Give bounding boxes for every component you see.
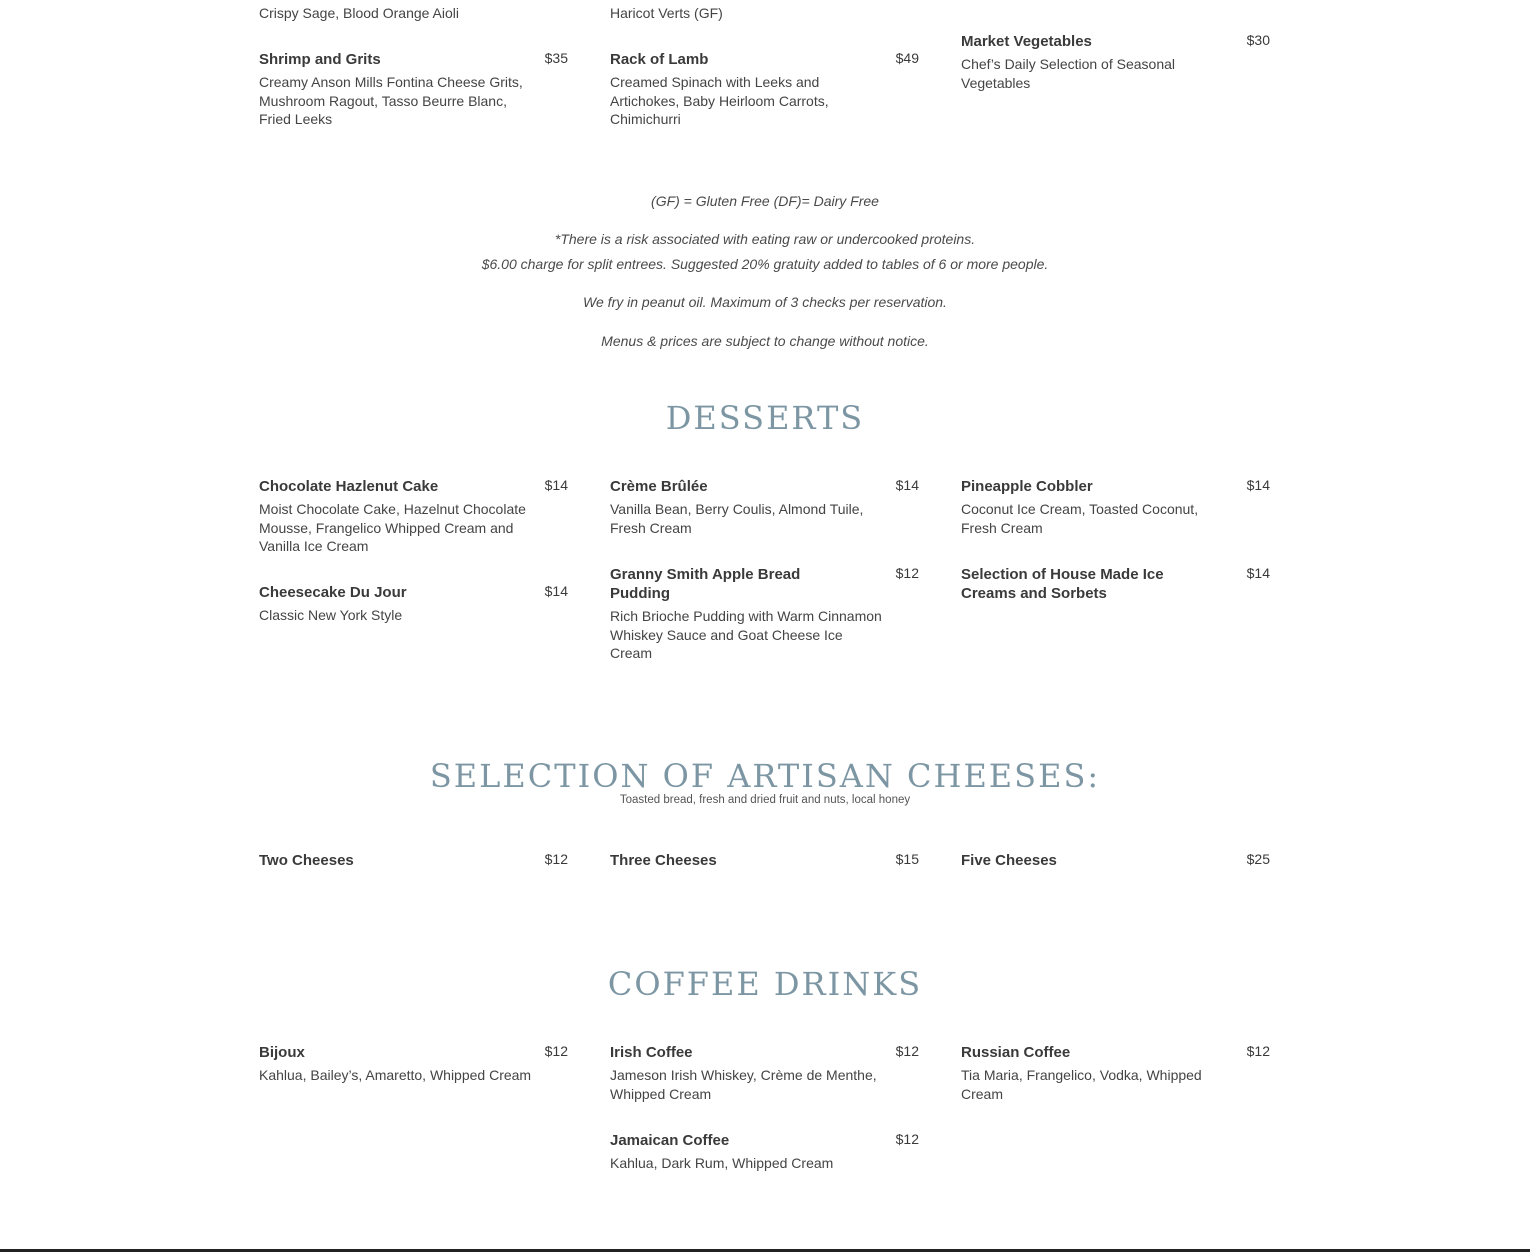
menu-item-name: Five Cheeses: [961, 852, 1057, 869]
menu-item-name: Rack of Lamb: [610, 51, 709, 68]
menu-item-description: Classic New York Style: [259, 607, 403, 623]
menu-item-description: Jameson Irish Whiskey, Crème de Menthe, Whipped Cream: [610, 1067, 877, 1102]
menu-item-price: $12: [1246, 1043, 1270, 1059]
menu-item-name: Jamaican Coffee: [610, 1132, 730, 1149]
menu-item-name: Two Cheeses: [259, 852, 354, 869]
menu-item-name: Bijoux: [259, 1044, 305, 1061]
menu-item-name: Selection of House Made Ice Creams and Sorbets: [961, 566, 1164, 602]
menu-item-description: Tia Maria, Frangelico, Vodka, Whipped Cream: [961, 1067, 1202, 1102]
menu-item-price: $49: [895, 50, 919, 66]
menu-item-name: Shrimp and Grits: [259, 51, 381, 68]
menu-item-price: $14: [1246, 565, 1270, 581]
menu-item-name: Market Vegetables: [961, 33, 1092, 50]
menu-item-price: $14: [544, 583, 568, 599]
note-raw-warning: *There is a risk associated with eating raw or undercooked proteins.: [554, 231, 976, 247]
menu-item-name: Chocolate Hazlenut Cake: [259, 478, 439, 495]
menu-item-description: Creamed Spinach with Leeks and Artichokes, Baby Heirloom Carrots, Chimichurri: [610, 74, 829, 127]
note-prices-change: Menus & prices are subject to change without notice.: [601, 333, 929, 349]
note-split-charge: $6.00 charge for split entrees. Suggested 20% gratuity added to tables of 6 or more people.: [481, 256, 1049, 272]
menu-item-price: $14: [544, 477, 568, 493]
note-peanut-oil: We fry in peanut oil. Maximum of 3 checks per reservation.: [583, 294, 947, 310]
menu-item-name: Irish Coffee: [610, 1044, 693, 1061]
menu-item-name: Crème Brûlée: [610, 478, 708, 495]
menu-item-description: Vanilla Bean, Berry Coulis, Almond Tuile, Fresh Cream: [610, 501, 864, 536]
menu-item-price: $15: [895, 851, 919, 867]
menu-item-description: Kahlua, Dark Rum, Whipped Cream: [610, 1155, 834, 1171]
menu-item-name: Russian Coffee: [961, 1044, 1071, 1061]
menu-item-price: $12: [895, 565, 919, 581]
menu-item-name: Granny Smith Apple Bread Pudding: [610, 566, 801, 602]
menu-item-description: Crispy Sage, Blood Orange Aioli: [259, 5, 459, 21]
menu-item-name: Pineapple Cobbler: [961, 478, 1093, 495]
menu-item-name: Three Cheeses: [610, 852, 717, 869]
menu-item-price: $12: [544, 851, 568, 867]
note-gf-df: (GF) = Gluten Free (DF)= Dairy Free: [651, 193, 879, 209]
menu-item-price: $12: [544, 1043, 568, 1059]
menu-item-price: $12: [895, 1043, 919, 1059]
coffee-heading: COFFEE DRINKS: [607, 965, 923, 1003]
menu-item-price: $25: [1246, 851, 1270, 867]
menu-item-price: $30: [1246, 32, 1270, 48]
menu-item-description: Moist Chocolate Cake, Hazelnut Chocolate Mousse, Frangelico Whipped Cream and Vanilla Ice Cream: [259, 501, 526, 554]
menu-item-description: Rich Brioche Pudding with Warm Cinnamon Whiskey Sauce and Goat Cheese Ice Cream: [610, 608, 882, 661]
menu-item-description: Coconut Ice Cream, Toasted Coconut, Fresh Cream: [961, 501, 1199, 536]
menu-item-description: Creamy Anson Mills Fontina Cheese Grits, Mushroom Ragout, Tasso Beurre Blanc, Fried Leeks: [259, 74, 523, 127]
menu-item-price: $14: [1246, 477, 1270, 493]
menu-item-description: Kahlua, Bailey’s, Amaretto, Whipped Cream: [259, 1067, 532, 1083]
menu-item-price: $14: [895, 477, 919, 493]
cheeses-subtitle: Toasted bread, fresh and dried fruit and nuts, local honey: [619, 794, 911, 806]
menu-item-name: Cheesecake Du Jour: [259, 584, 407, 601]
cheeses-heading: SELECTION OF ARTISAN CHEESES:: [429, 757, 1101, 795]
menu-item-price: $12: [895, 1131, 919, 1147]
desserts-heading: DESSERTS: [665, 399, 865, 437]
menu-item-description: Chef’s Daily Selection of Seasonal Vegetables: [961, 56, 1176, 91]
menu-item-price: $35: [544, 50, 568, 66]
menu-item-description: Haricot Verts (GF): [610, 5, 723, 21]
